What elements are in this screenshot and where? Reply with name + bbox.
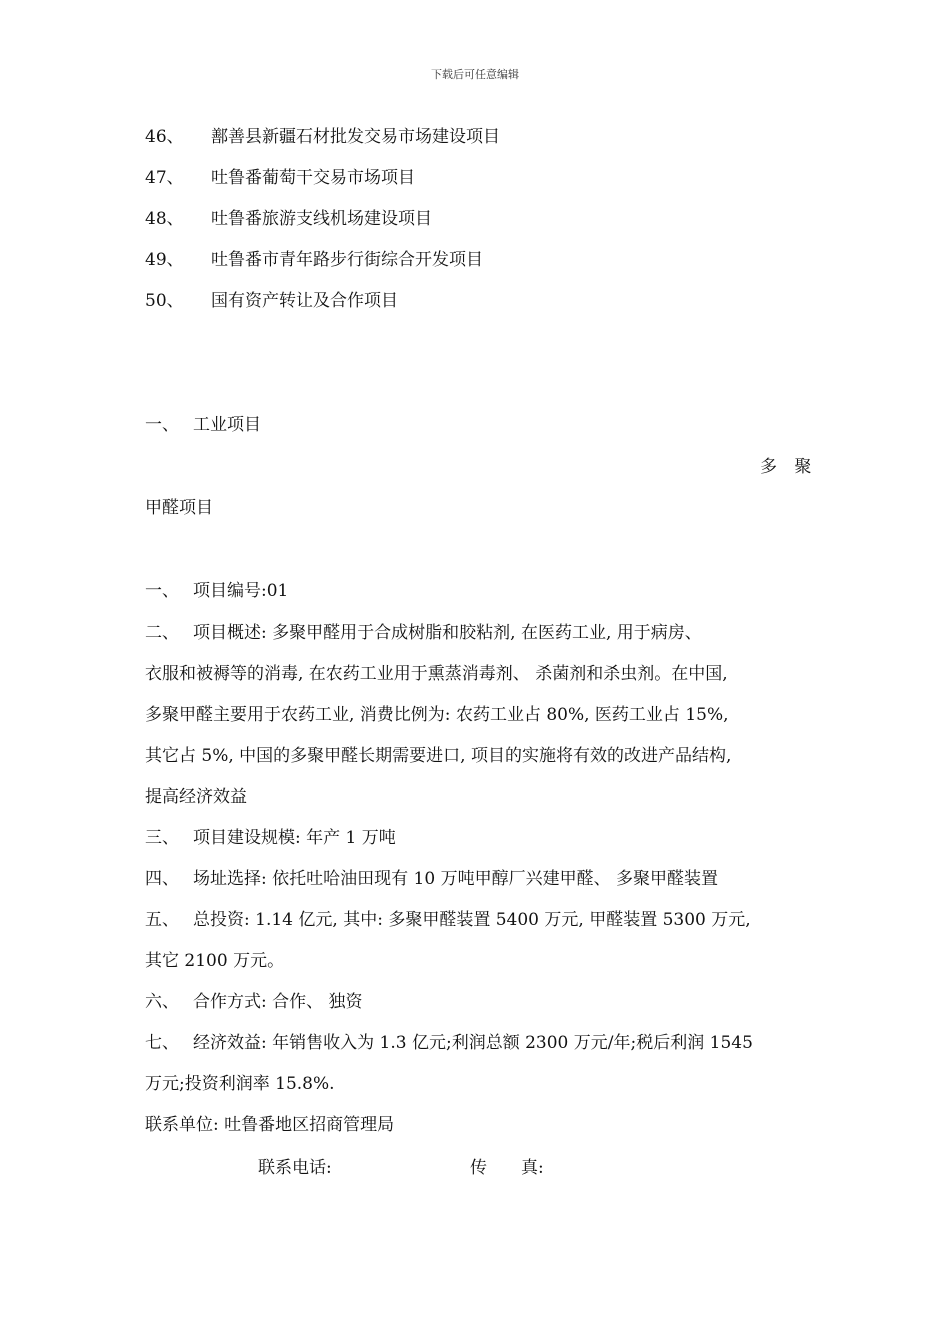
detail-item-benefit (145, 1032, 753, 1054)
list-item-text: 吐鲁番市青年路步行街综合开发项目 (211, 250, 483, 270)
detail-number: 二、 (145, 623, 179, 643)
detail-text-continued: 多聚甲醛主要用于农药工业, 消费比例为: 农药工业占 80%, 医药工业占 15%, (145, 705, 729, 725)
list-item (145, 167, 415, 189)
detail-item-cooperation (145, 991, 363, 1013)
list-item-number: 49、 (145, 250, 184, 270)
list-item-text: 国有资产转让及合作项目 (211, 291, 398, 311)
detail-number: 一、 (145, 581, 179, 601)
list-item-number: 47、 (145, 168, 184, 188)
detail-item-site (145, 868, 718, 890)
list-item (145, 208, 432, 230)
detail-number: 六、 (145, 992, 179, 1012)
detail-number: 五、 (145, 910, 179, 930)
contact-unit: 联系单位: 吐鲁番地区招商管理局 (145, 1115, 395, 1135)
detail-text: 经济效益: 年销售收入为 1.3 亿元;利润总额 2300 万元/年;税后利润 1545 (193, 1033, 753, 1053)
detail-text: 总投资: 1.14 亿元, 其中: 多聚甲醛装置 5400 万元, 甲醛装置 5300 万元, (193, 910, 751, 930)
detail-text-continued: 其它占 5%, 中国的多聚甲醛长期需要进口, 项目的实施将有效的改进产品结构, (145, 746, 732, 766)
list-item-number: 46、 (145, 127, 184, 147)
page-header-note: 下载后可任意编辑 (431, 68, 519, 81)
detail-item-number-code (145, 580, 288, 602)
category-heading (145, 414, 261, 436)
detail-text-continued: 提高经济效益 (145, 787, 247, 807)
detail-text-continued: 衣服和被褥等的消毒, 在农药工业用于熏蒸消毒剂、 杀菌剂和杀虫剂。在中国, (145, 664, 728, 684)
detail-number: 七、 (145, 1033, 179, 1053)
detail-text: 场址选择: 依托吐哈油田现有 10 万吨甲醇厂兴建甲醛、 多聚甲醛装置 (193, 869, 718, 889)
detail-text-continued: 其它 2100 万元。 (145, 951, 285, 971)
list-item (145, 290, 398, 312)
detail-text: 项目概述: 多聚甲醛用于合成树脂和胶粘剂, 在医药工业, 用于病房、 (193, 623, 702, 643)
list-item-text: 鄯善县新疆石材批发交易市场建设项目 (211, 127, 500, 147)
detail-text: 项目编号:01 (193, 581, 289, 601)
contact-fax-label: 传 真: (470, 1158, 544, 1178)
detail-number: 四、 (145, 869, 179, 889)
category-number: 一、 (145, 415, 179, 435)
list-item-number: 50、 (145, 291, 184, 311)
list-item-text: 吐鲁番旅游支线机场建设项目 (211, 209, 432, 229)
detail-text: 合作方式: 合作、 独资 (193, 992, 363, 1012)
project-title-part2: 甲醛项目 (145, 498, 213, 518)
category-title: 工业项目 (193, 415, 261, 435)
list-item (145, 126, 500, 148)
detail-text: 项目建设规模: 年产 1 万吨 (193, 828, 396, 848)
detail-item-scale (145, 827, 396, 849)
detail-text-continued: 万元;投资利润率 15.8%. (145, 1074, 335, 1094)
detail-number: 三、 (145, 828, 179, 848)
detail-item-overview (145, 622, 702, 644)
list-item-text: 吐鲁番葡萄干交易市场项目 (211, 168, 415, 188)
list-item-number: 48、 (145, 209, 184, 229)
detail-item-investment (145, 909, 751, 931)
list-item (145, 249, 483, 271)
project-title-part1: 多 聚 (760, 457, 818, 477)
contact-phone-label: 联系电话: (258, 1158, 332, 1178)
